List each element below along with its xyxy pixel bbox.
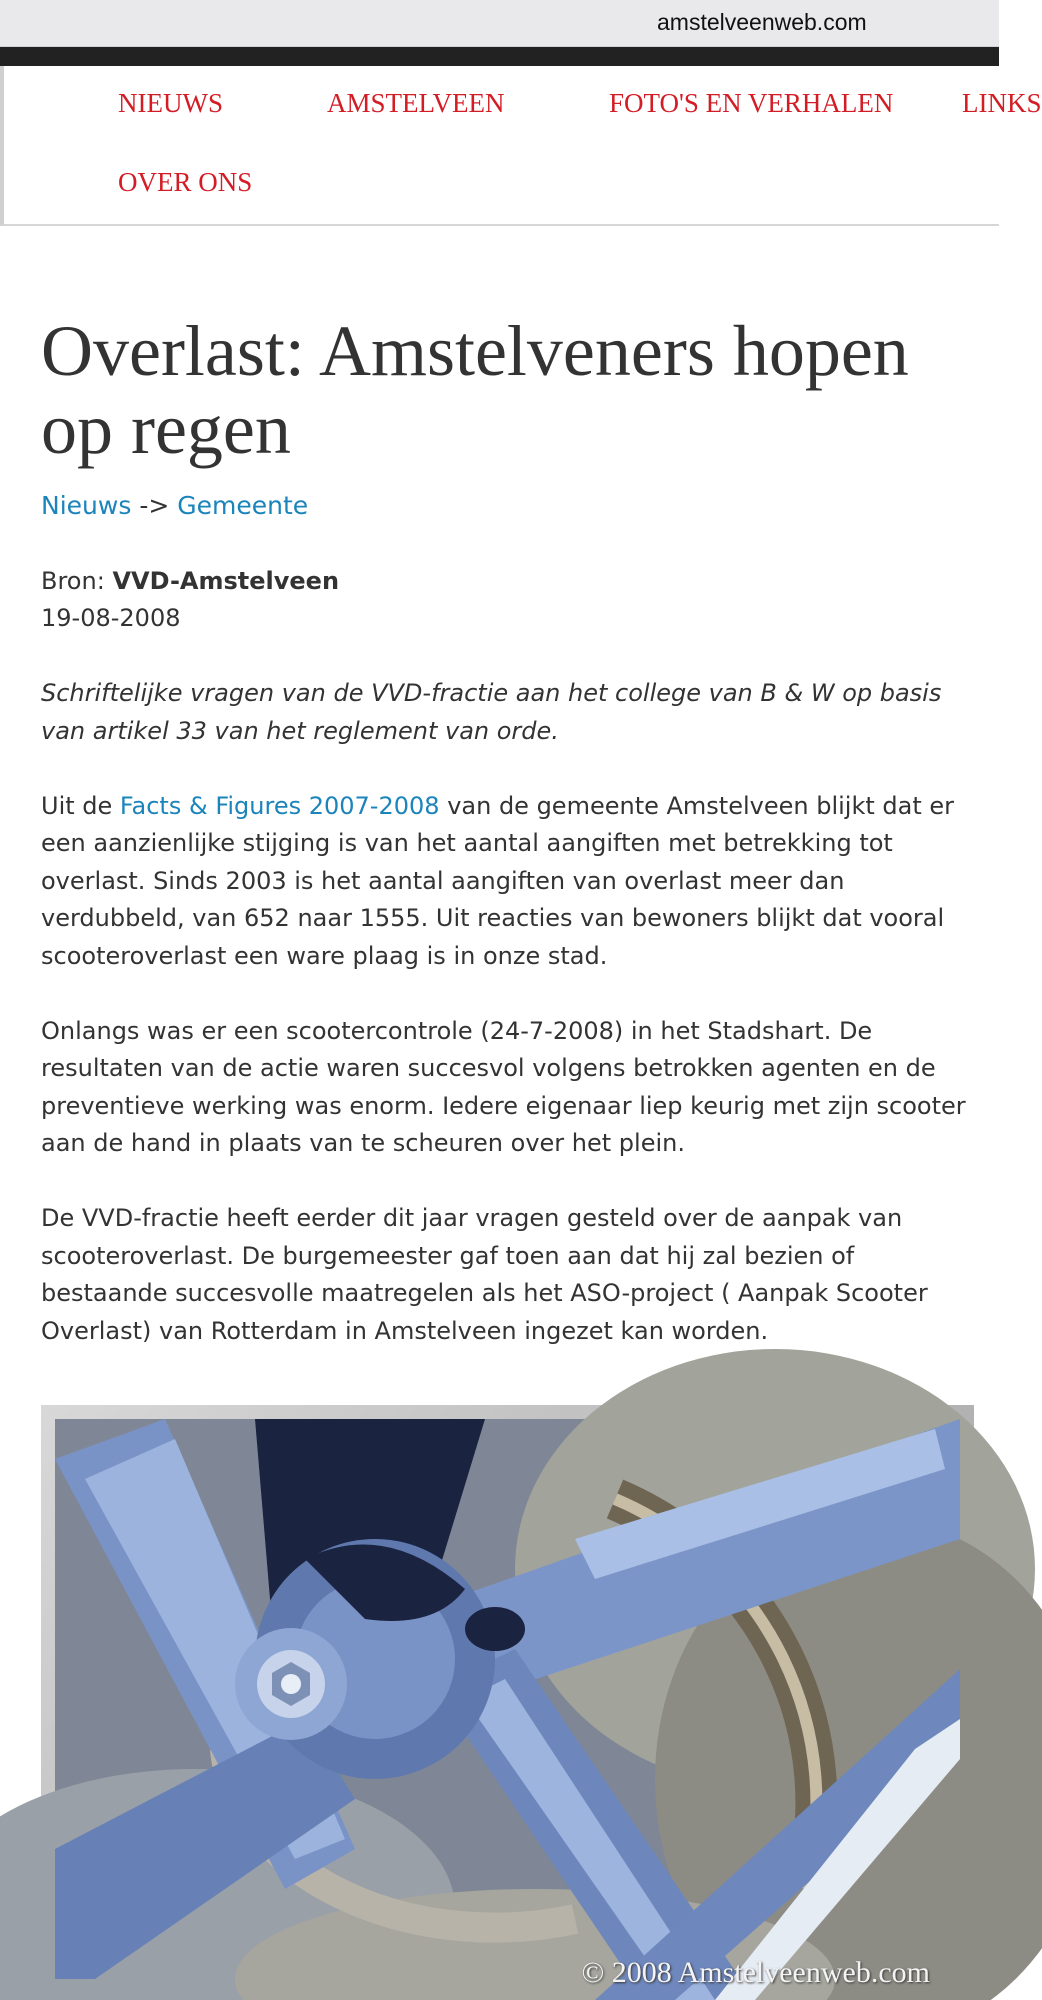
nav-item-over-ons[interactable]: OVER ONS	[118, 167, 253, 197]
breadcrumb-gemeente-link[interactable]: Gemeente	[177, 491, 309, 520]
article-meta	[41, 563, 339, 637]
photo-copyright: © 2008 Amstelveenweb.com	[581, 1956, 930, 1989]
breadcrumb-separator: ->	[139, 491, 170, 520]
breadcrumb-nieuws-link[interactable]: Nieuws	[41, 491, 132, 520]
nav-item-nieuws[interactable]: NIEUWS	[118, 88, 223, 118]
source-label: Bron:	[41, 567, 105, 595]
source-name: VVD-Amstelveen	[112, 567, 340, 595]
article-paragraph-2: Onlangs was er een scootercontrole (24-7-2008) in het Stadshart. De resultaten van de actie waren succesvol volgens betrokken agenten en de preventieve werking was enorm. Iedere eigenaar liep keurig met zijn scooter aan de hand in plaats van te scheuren over het plein.	[41, 1016, 966, 1157]
nav-item-links[interactable]: LINKS	[962, 88, 1042, 118]
article-paragraph-1	[41, 788, 976, 976]
article-intro: Schriftelijke vragen van de VVD-fractie aan het college van B & W op basis van artikel 33 van het reglement van orde.	[41, 679, 942, 745]
url-text[interactable]: amstelveenweb.com	[657, 9, 867, 35]
breadcrumb	[41, 490, 308, 522]
article-body	[41, 675, 976, 1388]
article-photo	[55, 1419, 960, 2000]
main-navigation	[0, 66, 1042, 226]
article-photo-frame	[41, 1405, 974, 2000]
site-top-bar	[0, 47, 999, 66]
facts-figures-link[interactable]: Facts & Figures 2007-2008	[119, 791, 440, 820]
nav-item-amstelveen[interactable]: AMSTELVEEN	[327, 88, 505, 118]
article-date: 19-08-2008	[41, 604, 181, 632]
nav-item-fotos-en-verhalen[interactable]: FOTO'S EN VERHALEN	[609, 88, 894, 118]
p1-text-after: van de gemeente Amstelveen blijkt dat er een aanzienlijke stijging is van het aantal aangiften met betrekking tot overlast. Sinds 2003 is het aantal aangiften van overlast meer dan verdubbeld, van 652 naar 1555. Uit reacties van bewoners blijkt dat vooral scooteroverlast een ware plaag is in onze stad.	[41, 791, 954, 970]
scooter-wheel-illustration	[55, 1419, 960, 2000]
article-paragraph-3: De VVD-fractie heeft eerder dit jaar vragen gesteld over de aanpak van scooteroverlast. De burgemeester gaf toen aan dat hij zal bezien of bestaande succesvolle maatregelen als het ASO-project ( Aanpak Scooter Overlast) van Rotterdam in Amstelveen ingezet kan worden.	[41, 1204, 928, 1345]
p1-text-before: Uit de	[41, 791, 113, 820]
browser-address-bar[interactable]	[0, 0, 999, 47]
page-title: Overlast: Amstelveners hopen op regen	[41, 311, 909, 469]
article-source	[41, 563, 339, 600]
